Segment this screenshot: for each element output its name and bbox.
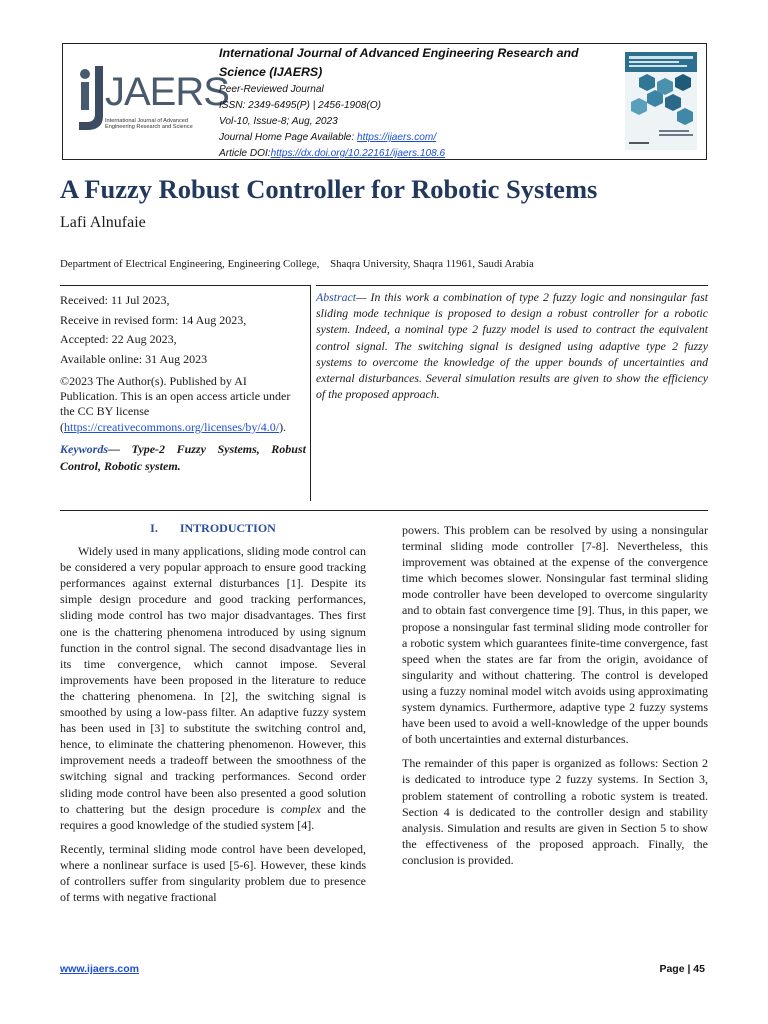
- peer-reviewed: Peer-Reviewed Journal: [219, 84, 324, 95]
- article-metadata: [60, 291, 306, 475]
- doi-link[interactable]: https://dx.doi.org/10.22161/ijaers.108.6: [270, 148, 446, 159]
- logo-wordmark: JAERS: [105, 70, 229, 114]
- home-page-link[interactable]: https://ijaers.com/: [357, 132, 437, 143]
- intro-paragraph-2: Recently, terminal sliding mode control have been developed, where a nonlinear surface is used [5-6]. However, these kinds of controllers suffer from singularity problem due to presence of terms with negative fractional: [60, 841, 366, 905]
- journal-header: [62, 43, 707, 160]
- keywords-text: — Type-2 Fuzzy Systems, Robust Control, Robotic system.: [60, 441, 306, 473]
- keywords: [60, 441, 306, 475]
- intro-paragraph-3: powers. This problem can be resolved by using a nonsingular terminal sliding mode controller [7-8]. Nevertheless, this improvement was obtained at the expense of the convergence time which becomes slower. Nonsingular fast terminal sliding mode controller have been developed to overcome singularity and to obtain fast convergence time [9]. Thus, in this paper, we propose a nonsingular fast terminal sliding mode controller for a robotic system which guarantees finite-time convergence, fast speed when the states are far from the origin, avoidance of singularity and without chattering. The control is developed using a fuzzy nominal model witch avoids using approximating system dynamics. Furthermore, adaptive type 2 fuzzy systems have been used to avoid a well-knowledge of the upper bounds of both uncertainties and external disturbances.: [402, 523, 708, 747]
- abstract-bottom-rule: [60, 510, 708, 511]
- abstract-top-rule: [316, 285, 708, 286]
- license-notice: ©2023 The Author(s). Published by AI Publication. This is an open access article under the CC BY license (https://creativecommons.org/licenses/by/4.0/).: [60, 374, 291, 434]
- doi-line: Article DOI:https://dx.doi.org/10.22161/ijaers.108.6: [219, 148, 446, 159]
- abstract-label: Abstract: [316, 290, 356, 304]
- intro-paragraph-1: Widely used in many applications, sliding mode control can be considered a very popular approach to ensure good tracking performances against external disturbances [1]. Despite its simple design procedure and good tracking performances, sliding mode control has two major disadvantages. Thes first one is the chattering phenomena introduced by using signum function in the control signal. The second disadvantage lies in its time convergence, which cannot impose. Several improvements have been proposed in the literature to reduce the chattering phenomena. In [2], the switching signal is smoothed by using a low-pass filter. An adaptive fuzzy system has been used in [3] to substitute the switching control and, hence, to eliminate the chattering phenomenon. However, this improvement needs a tradeoff between the smoothness of the switching signal and tracking performances. Second order sliding mode control have been also presented a good solution to chattering but the design procedure is complex and the requires a good knowledge of the studied system [4].: [60, 544, 367, 832]
- paper-title: A Fuzzy Robust Controller for Robotic Systems: [60, 174, 598, 204]
- journal-title: International Journal of Advanced Engineering Research and Science (IJAERS): [219, 46, 579, 79]
- logo-subtitle-2: Engineering Research and Science: [105, 124, 193, 130]
- column-divider: [310, 285, 311, 501]
- received-date: Received: 11 Jul 2023,: [60, 293, 170, 307]
- abstract: [316, 289, 708, 402]
- right-column: [402, 522, 708, 868]
- section-heading-introduction: I. INTRODUCTION: [150, 521, 276, 535]
- revised-date: Receive in revised form: 14 Aug 2023,: [60, 312, 247, 327]
- online-date: Available online: 31 Aug 2023: [60, 351, 208, 366]
- journal-info: [219, 44, 609, 162]
- volume-issue: Vol-10, Issue-8; Aug, 2023: [219, 116, 338, 127]
- left-column: [60, 520, 366, 905]
- journal-logo: [67, 66, 229, 146]
- footer-website-link[interactable]: www.ijaers.com: [60, 963, 139, 975]
- keywords-label: Keywords: [60, 441, 108, 456]
- page-number: Page | 45: [659, 963, 705, 975]
- intro-paragraph-4: The remainder of this paper is organized as follows: Section 2 is dedicated to introduce type 2 fuzzy systems. In Section 3, problem statement of controlling a robotic system is treated. Section 4 is dedicated to the controller design and stability analysis. Simulation and results are given in Section 5 to show the effectiveness of the proposed approach. Finally, the conclusion is provided.: [402, 756, 708, 867]
- home-page-line: Journal Home Page Available: https://ijaers.com/: [219, 132, 437, 143]
- logo-subtitle-1: International Journal of Advanced: [105, 118, 189, 124]
- issn: ISSN: 2349-6495(P) | 2456-1908(O): [219, 100, 381, 111]
- accepted-date: Accepted: 22 Aug 2023,: [60, 332, 177, 346]
- abstract-text: — In this work a combination of type 2 fuzzy logic and nonsingular fast sliding mode technique is proposed to design a robust controller for a robotic system. Indeed, a nominal type 2 fuzzy model is used to contract the equivalent control signal. The switching signal is designed using adaptive type 2 fuzzy systems to overcome the knowledge of the upper bounds of uncertainties and external disturbances. Several simulation results are given to show the efficiency of the proposed approach.: [316, 290, 708, 402]
- license-link[interactable]: https://creativecommons.org/licenses/by/4.0/: [64, 419, 280, 434]
- meta-top-rule: [60, 285, 310, 286]
- author-affiliation: Department of Electrical Engineering, Engineering College, Shaqra University, Shaqra 11961, Saudi Arabia: [60, 258, 534, 270]
- journal-cover-image: [625, 52, 697, 150]
- author-name: Lafi Alnufaie: [60, 214, 146, 231]
